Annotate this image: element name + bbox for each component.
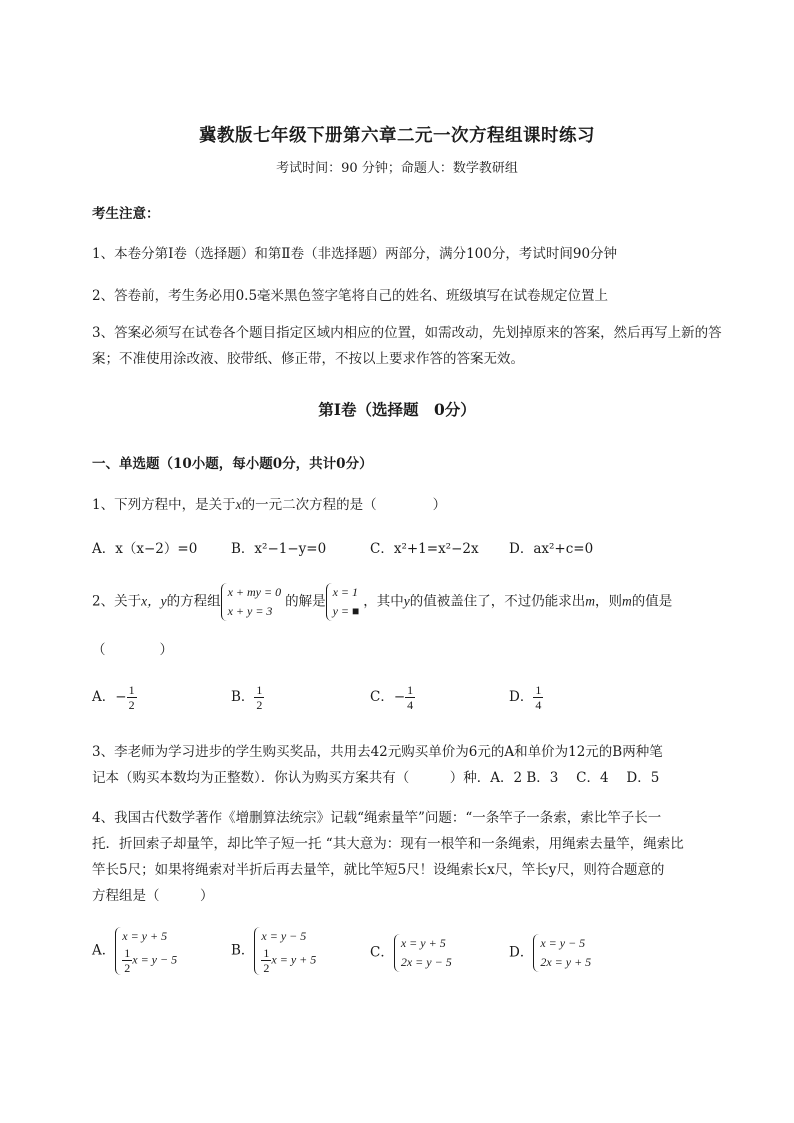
q2-text-b: 的方程组 xyxy=(166,593,221,610)
q4-c-system: x = y + 5 2x = y − 5 xyxy=(394,934,456,972)
q2-a-label: A．− xyxy=(92,689,127,705)
q2-text-e: 的值被盖住了，不过仍能求出 xyxy=(409,593,586,610)
q4-a-system: x = y + 5 $\frac{1}{2}$ x = y − 5 xyxy=(115,927,181,975)
q2-m: m xyxy=(585,593,596,609)
q2-d-label: D． xyxy=(509,689,534,705)
question-3-line-1: 3、李老师为学习进步的学生购买奖品，共用去42元购买单价为6元的A和单价为12元的B两种笔 xyxy=(92,744,663,760)
notice-heading: 考生注意： xyxy=(92,206,160,222)
q2-c-fraction: $\frac{1}{4}$ xyxy=(407,683,414,712)
q1-text-a: 1、下列方程中，是关于 xyxy=(92,497,236,513)
q2-vars: x，y xyxy=(141,593,167,609)
q2-b-label: B． xyxy=(231,689,255,705)
q2-text-g: 的值是 xyxy=(631,593,673,610)
q2-option-b[interactable] xyxy=(231,683,264,712)
q4-b-label: B． xyxy=(231,942,255,959)
q2-option-a[interactable] xyxy=(92,683,137,712)
q4-a-label: A． xyxy=(92,942,116,959)
q1-text-b: 的一元二次方程的是（ xyxy=(241,497,377,513)
q1-option-a[interactable]: A．x（x−2）=0 xyxy=(92,541,198,557)
question-3-line-2: 记本（购买本数均为正整数）．你认为购买方案共有（ ）种．A．2 B．3 C．4 D．5 xyxy=(92,770,660,786)
q2-a-fraction: $\frac{1}{2}$ xyxy=(128,683,135,712)
notice-item-3: 3、答案必须写在试卷各个题目指定区域内相应的位置，如需改动，先划掉原来的答案，然后再写上新的答案；不准使用涂改液、胶带纸、修正带，不按以上要求作答的答案无效。 xyxy=(92,325,722,367)
q1-option-b[interactable]: B．x²−1−y=0 xyxy=(231,541,327,557)
q4-option-b[interactable] xyxy=(231,927,320,975)
q4-option-d[interactable] xyxy=(509,934,595,972)
q4-b-system: x = y − 5 $\frac{1}{2}$ x = y + 5 xyxy=(254,927,320,975)
question-2-stem xyxy=(92,583,744,621)
notice-item-1: 1、本卷分第Ⅰ卷（选择题）和第Ⅱ卷（非选择题）两部分，满分100分，考试时间90分钟 xyxy=(92,246,618,262)
q2-option-d[interactable] xyxy=(509,683,543,712)
q2-b-fraction: $\frac{1}{2}$ xyxy=(256,683,263,712)
q2-solution-system xyxy=(326,583,364,621)
part-title: 一、单选题（10小题，每小题0分，共计0分） xyxy=(92,456,373,472)
q2-y: y xyxy=(403,593,410,609)
question-4-line-1: 4、我国古代数学著作《增删算法统宗》记载“绳索量竿”问题：“一条竿子一条索，索比竿子长一 xyxy=(92,810,662,826)
q2-c-label: C．− xyxy=(370,689,406,705)
q2-sol-2: y = ■ xyxy=(332,604,360,618)
q4-d-label: D． xyxy=(509,944,534,961)
q2-d-fraction: $\frac{1}{4}$ xyxy=(535,683,542,712)
q1-text-c: ） xyxy=(432,497,447,513)
page-title: 冀教版七年级下册第六章二元一次方程组课时练习 xyxy=(199,126,595,146)
section-title: 第Ⅰ卷（选择题 0分） xyxy=(318,400,476,419)
notice-item-2: 2、答卷前，考生务必用0.5毫米黑色签字笔将自己的姓名、班级填写在试卷规定位置上 xyxy=(92,288,609,304)
q2-option-c[interactable] xyxy=(370,683,415,712)
q4-option-a[interactable] xyxy=(92,927,181,975)
question-4-line-2: 托．折回索子却量竿，却比竿子短一托 “其大意为：现有一根竿和一条绳索，用绳索去量竿，绳索比 xyxy=(92,836,684,852)
q2-eq-2: x + y = 3 xyxy=(227,604,273,618)
q2-sol-1: x = 1 xyxy=(332,585,359,599)
q2-equation-system xyxy=(221,583,286,621)
question-4-line-3: 竿长5尺；如果将绳索对半折后再去量竿，就比竿短5尺！设绳索长x尺，竿长y尺，则符合题意的 xyxy=(92,862,665,878)
question-4-line-4: 方程组是（ ） xyxy=(92,888,214,904)
q2-m-2: m xyxy=(622,593,632,609)
q2-text-f: ，则 xyxy=(595,593,623,610)
q1-option-d[interactable]: D．ax²+c=0 xyxy=(509,541,594,557)
q4-option-c[interactable] xyxy=(370,934,456,972)
q1-option-c[interactable]: C．x²+1=x²−2x xyxy=(370,541,479,557)
q2-answer-paren: （ ） xyxy=(92,642,173,658)
q4-c-label: C． xyxy=(370,944,394,961)
q1-var: x xyxy=(235,497,242,512)
q2-text-a: 2、关于 xyxy=(92,593,142,610)
q2-text-c: 的解是 xyxy=(285,593,326,610)
q4-d-system: x = y − 5 2x = y + 5 xyxy=(533,934,595,972)
exam-info: 考试时间：90 分钟；命题人：数学教研组 xyxy=(276,161,518,176)
q2-eq-1: x + my = 0 xyxy=(227,585,282,599)
question-1-stem xyxy=(92,493,744,513)
q2-text-d: ，其中 xyxy=(363,593,404,610)
